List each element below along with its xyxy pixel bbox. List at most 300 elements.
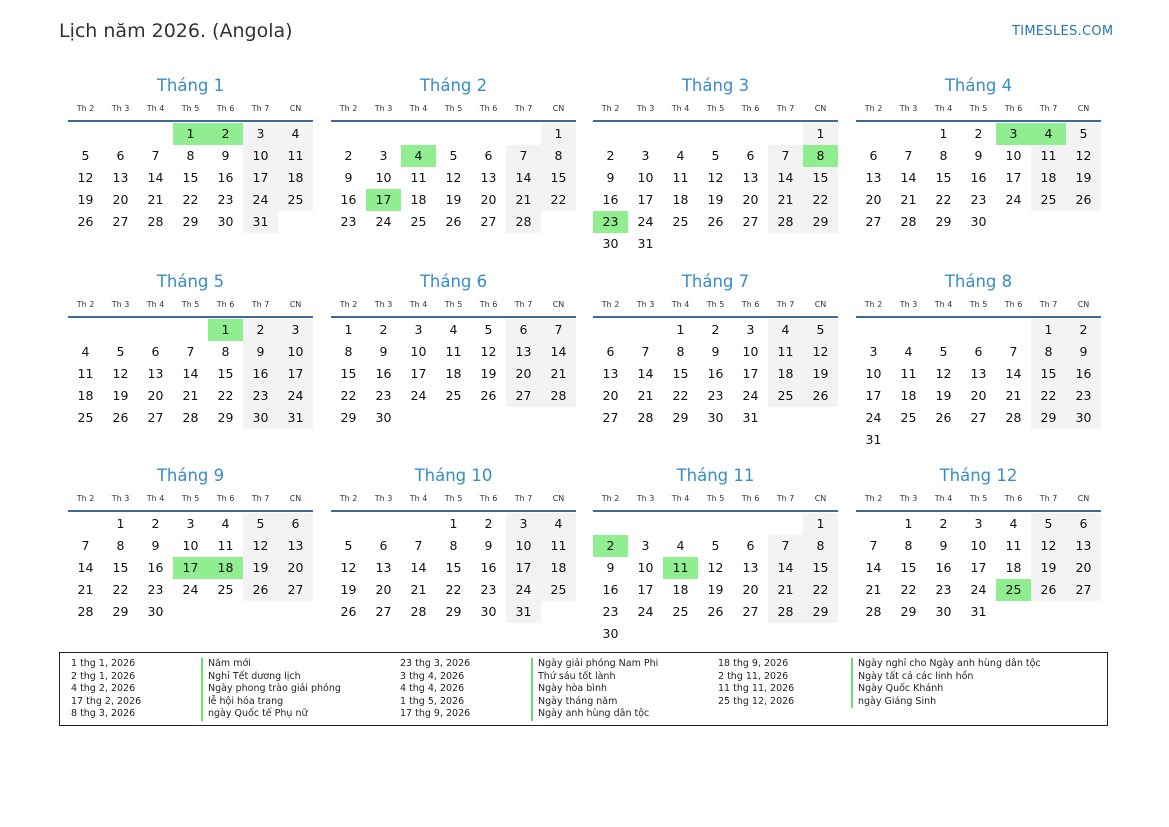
day-cell: 21: [768, 189, 803, 211]
weekday-label: Th 7: [251, 494, 270, 503]
weekday-label: Th 3: [899, 300, 918, 309]
day-cell: 25: [672, 604, 689, 619]
day-cell: 14: [1005, 366, 1022, 381]
legend-date: 2 thg 11, 2026: [718, 670, 789, 682]
weekday-label: Th 4: [409, 104, 428, 113]
day-cell: 14: [182, 366, 199, 381]
weekday-label: Th 5: [969, 300, 988, 309]
day-cell: 6: [506, 319, 541, 341]
day-cell: 10: [865, 366, 882, 381]
empty-cell: [628, 513, 663, 535]
day-cell: 24: [243, 189, 278, 211]
holiday-day: 2: [208, 123, 243, 145]
holiday-day: 1: [208, 319, 243, 341]
day-cell: 30: [480, 604, 497, 619]
month-title: Tháng 6: [419, 272, 488, 291]
empty-cell: [663, 513, 698, 535]
day-cell: 16: [935, 560, 952, 575]
empty-cell: [733, 513, 768, 535]
day-cell: 28: [147, 214, 164, 229]
holiday-day: 11: [663, 557, 698, 579]
day-cell: 10: [182, 538, 199, 553]
day-cell: 28: [768, 211, 803, 233]
legend-holiday-name: Ngày tất cả các linh hồn: [851, 671, 1041, 684]
day-cell: 27: [865, 214, 882, 229]
day-cell: 24: [506, 579, 541, 601]
empty-cell: [996, 319, 1031, 341]
day-cell: 13: [112, 170, 129, 185]
month-calendar: [593, 464, 838, 645]
day-cell: 6: [116, 148, 125, 163]
month-title: Tháng 10: [414, 466, 493, 485]
day-cell: 5: [484, 322, 493, 337]
day-cell: 22: [803, 189, 838, 211]
day-cell: 26: [445, 214, 462, 229]
day-cell: 15: [1031, 363, 1066, 385]
day-cell: 1: [803, 123, 838, 145]
day-cell: 25: [541, 579, 576, 601]
day-cell: 19: [1066, 167, 1101, 189]
holiday-day: 23: [593, 211, 628, 233]
weekday-header: [593, 98, 838, 122]
page-title: Lịch năm 2026. (Angola): [59, 20, 293, 42]
weekday-header: [593, 488, 838, 512]
legend-holiday-name: Ngày hòa bình: [531, 683, 658, 696]
weekday-label: CN: [289, 494, 302, 503]
empty-cell: [698, 123, 733, 145]
day-cell: 19: [243, 557, 278, 579]
day-cell: 9: [606, 170, 615, 185]
day-cell: 29: [900, 604, 917, 619]
day-cell: 7: [904, 148, 913, 163]
day-cell: 22: [935, 192, 952, 207]
day-cell: 20: [147, 388, 164, 403]
weekday-label: Th 6: [741, 494, 760, 503]
empty-cell: [628, 123, 663, 145]
day-cell: 11: [541, 535, 576, 557]
day-cell: 3: [379, 148, 388, 163]
day-cell: 27: [375, 604, 392, 619]
day-grid: [68, 122, 313, 233]
weekday-header: [331, 98, 576, 122]
day-cell: 25: [672, 214, 689, 229]
day-cell: 21: [768, 579, 803, 601]
weekday-label: Th 7: [251, 300, 270, 309]
weekday-label: Th 7: [514, 494, 533, 503]
day-cell: 12: [1066, 145, 1101, 167]
day-cell: 11: [217, 538, 234, 553]
month-calendar: [856, 464, 1101, 623]
day-cell: 28: [768, 601, 803, 623]
weekday-label: Th 4: [409, 300, 428, 309]
day-grid: [331, 122, 576, 233]
day-cell: 31: [742, 410, 759, 425]
legend-date-column: [718, 658, 794, 708]
day-cell: 28: [541, 385, 576, 407]
day-cell: 5: [344, 538, 353, 553]
day-cell: 6: [1066, 513, 1101, 535]
day-cell: 16: [707, 366, 724, 381]
holiday-day: 17: [173, 557, 208, 579]
day-cell: 11: [1031, 145, 1066, 167]
weekday-label: Th 4: [934, 494, 953, 503]
legend-date: 11 thg 11, 2026: [718, 683, 795, 695]
day-cell: 25: [768, 385, 803, 407]
day-cell: 1: [449, 516, 458, 531]
month-title: Tháng 3: [681, 76, 750, 95]
weekday-label: CN: [1077, 104, 1090, 113]
weekday-label: Th 7: [776, 300, 795, 309]
empty-cell: [698, 513, 733, 535]
legend-holiday-name: ngày Quốc tế Phụ nữ: [201, 708, 341, 721]
day-cell: 30: [217, 214, 234, 229]
day-cell: 21: [1005, 388, 1022, 403]
day-cell: 30: [375, 410, 392, 425]
empty-cell: [593, 513, 628, 535]
day-grid: [331, 318, 576, 429]
day-cell: 30: [147, 604, 164, 619]
day-cell: 18: [672, 192, 689, 207]
day-cell: 17: [865, 388, 882, 403]
day-grid: [856, 318, 1101, 451]
day-cell: 7: [869, 538, 878, 553]
day-cell: 8: [344, 344, 353, 359]
day-cell: 3: [506, 513, 541, 535]
day-cell: 15: [112, 560, 129, 575]
day-cell: 30: [243, 407, 278, 429]
empty-cell: [926, 319, 961, 341]
day-cell: 10: [1005, 148, 1022, 163]
month-calendar: [856, 270, 1101, 451]
month-title: Tháng 1: [156, 76, 225, 95]
day-cell: 9: [484, 538, 493, 553]
day-cell: 8: [221, 344, 230, 359]
legend-holiday-name: Ngày anh hùng dân tộc: [531, 708, 658, 721]
legend-holiday-name: Ngày Quốc Khánh: [851, 683, 1041, 696]
day-cell: 13: [278, 535, 313, 557]
day-cell: 5: [711, 148, 720, 163]
day-cell: 17: [637, 582, 654, 597]
day-cell: 4: [278, 123, 313, 145]
weekday-label: Th 5: [706, 300, 725, 309]
weekday-label: Th 6: [216, 494, 235, 503]
day-cell: 15: [900, 560, 917, 575]
day-cell: 25: [1031, 189, 1066, 211]
day-cell: 29: [1031, 407, 1066, 429]
day-cell: 16: [480, 560, 497, 575]
day-cell: 19: [935, 388, 952, 403]
day-cell: 30: [707, 410, 724, 425]
weekday-header: [856, 98, 1101, 122]
holiday-day: 18: [208, 557, 243, 579]
day-cell: 14: [147, 170, 164, 185]
weekday-label: Th 3: [374, 494, 393, 503]
day-cell: 23: [1066, 385, 1101, 407]
holiday-day: 4: [401, 145, 436, 167]
day-cell: 16: [147, 560, 164, 575]
day-cell: 8: [676, 344, 685, 359]
weekday-label: Th 5: [706, 104, 725, 113]
day-cell: 29: [672, 410, 689, 425]
day-cell: 6: [606, 344, 615, 359]
day-cell: 10: [410, 344, 427, 359]
day-cell: 20: [970, 388, 987, 403]
day-cell: 15: [217, 366, 234, 381]
day-cell: 13: [147, 366, 164, 381]
weekday-label: Th 7: [514, 300, 533, 309]
weekday-label: CN: [552, 300, 565, 309]
day-cell: 4: [904, 344, 913, 359]
day-cell: 2: [151, 516, 160, 531]
empty-cell: [366, 123, 401, 145]
day-cell: 4: [81, 344, 90, 359]
day-cell: 26: [935, 410, 952, 425]
day-cell: 24: [375, 214, 392, 229]
day-cell: 28: [410, 604, 427, 619]
empty-cell: [856, 513, 891, 535]
weekday-header: [331, 488, 576, 512]
day-cell: 23: [243, 385, 278, 407]
day-cell: 9: [606, 560, 615, 575]
weekday-label: Th 2: [339, 300, 358, 309]
weekday-label: Th 6: [1004, 300, 1023, 309]
legend-date: 18 thg 9, 2026: [718, 658, 789, 669]
brand-link[interactable]: TIMESLES.COM: [1012, 24, 1114, 39]
day-cell: 2: [344, 148, 353, 163]
day-cell: 27: [506, 385, 541, 407]
day-cell: 4: [449, 322, 458, 337]
weekday-label: Th 2: [601, 104, 620, 113]
day-cell: 27: [970, 410, 987, 425]
month-title: Tháng 8: [944, 272, 1013, 291]
day-cell: 14: [768, 557, 803, 579]
day-cell: 17: [742, 366, 759, 381]
holiday-day: 4: [1031, 123, 1066, 145]
day-cell: 11: [1005, 538, 1022, 553]
weekday-label: Th 2: [864, 494, 883, 503]
day-cell: 29: [112, 604, 129, 619]
month-title: Tháng 9: [156, 466, 225, 485]
day-cell: 10: [278, 341, 313, 363]
day-cell: 1: [1031, 319, 1066, 341]
day-cell: 28: [77, 604, 94, 619]
month-calendar: [856, 74, 1101, 233]
day-cell: 17: [637, 192, 654, 207]
day-cell: 2: [711, 322, 720, 337]
day-cell: 1: [803, 513, 838, 535]
weekday-header: [68, 488, 313, 512]
day-cell: 23: [147, 582, 164, 597]
day-cell: 3: [243, 123, 278, 145]
weekday-label: Th 2: [601, 300, 620, 309]
empty-cell: [331, 513, 366, 535]
day-cell: 15: [672, 366, 689, 381]
day-cell: 18: [445, 366, 462, 381]
day-cell: 5: [711, 538, 720, 553]
weekday-label: CN: [814, 494, 827, 503]
weekday-label: Th 2: [601, 494, 620, 503]
empty-cell: [593, 123, 628, 145]
day-cell: 20: [742, 582, 759, 597]
day-cell: 15: [541, 167, 576, 189]
day-cell: 27: [742, 604, 759, 619]
day-cell: 24: [865, 410, 882, 425]
weekday-label: Th 4: [671, 494, 690, 503]
weekday-label: Th 2: [339, 104, 358, 113]
weekday-label: Th 2: [864, 300, 883, 309]
day-cell: 30: [602, 236, 619, 251]
day-cell: 3: [414, 322, 423, 337]
legend-date-column: [400, 658, 470, 721]
legend-holiday-name: Ngày giải phóng Nam Phi: [531, 658, 658, 671]
day-cell: 5: [243, 513, 278, 535]
empty-cell: [856, 123, 891, 145]
empty-cell: [68, 513, 103, 535]
day-cell: 9: [151, 538, 160, 553]
day-cell: 18: [77, 388, 94, 403]
day-cell: 5: [116, 344, 125, 359]
month-title: Tháng 4: [944, 76, 1013, 95]
day-cell: 19: [803, 363, 838, 385]
month-calendar: [593, 74, 838, 255]
day-cell: 27: [1066, 579, 1101, 601]
holiday-day: 17: [366, 189, 401, 211]
day-cell: 19: [112, 388, 129, 403]
day-cell: 3: [641, 148, 650, 163]
day-cell: 15: [445, 560, 462, 575]
day-cell: 10: [742, 344, 759, 359]
empty-cell: [331, 123, 366, 145]
day-cell: 22: [217, 388, 234, 403]
day-cell: 11: [278, 145, 313, 167]
day-cell: 4: [221, 516, 230, 531]
day-cell: 1: [344, 322, 353, 337]
day-cell: 26: [77, 214, 94, 229]
weekday-label: Th 5: [444, 104, 463, 113]
day-cell: 5: [449, 148, 458, 163]
day-cell: 15: [340, 366, 357, 381]
day-grid: [593, 122, 838, 255]
day-cell: 12: [935, 366, 952, 381]
day-cell: 14: [77, 560, 94, 575]
day-cell: 25: [900, 410, 917, 425]
day-grid: [68, 512, 313, 623]
day-cell: 18: [278, 167, 313, 189]
day-grid: [856, 512, 1101, 623]
weekday-label: Th 4: [671, 300, 690, 309]
day-cell: 24: [637, 214, 654, 229]
day-cell: 12: [445, 170, 462, 185]
weekday-label: Th 4: [934, 300, 953, 309]
day-cell: 23: [217, 192, 234, 207]
day-cell: 1: [541, 123, 576, 145]
day-cell: 20: [480, 192, 497, 207]
day-cell: 17: [506, 557, 541, 579]
month-title: Tháng 7: [681, 272, 750, 291]
day-cell: 19: [1031, 557, 1066, 579]
day-cell: 29: [935, 214, 952, 229]
day-cell: 19: [707, 582, 724, 597]
day-cell: 13: [742, 560, 759, 575]
day-cell: 29: [445, 604, 462, 619]
day-cell: 9: [243, 341, 278, 363]
weekday-label: Th 5: [181, 300, 200, 309]
weekday-label: Th 3: [636, 104, 655, 113]
day-cell: 21: [147, 192, 164, 207]
day-cell: 9: [344, 170, 353, 185]
legend-date: 17 thg 2, 2026: [71, 695, 142, 707]
day-cell: 9: [221, 148, 230, 163]
legend-holiday-name: ngày Giáng Sinh: [851, 696, 1041, 709]
day-cell: 21: [182, 388, 199, 403]
day-cell: 2: [974, 126, 983, 141]
day-cell: 8: [116, 538, 125, 553]
day-cell: 27: [112, 214, 129, 229]
day-cell: 4: [676, 538, 685, 553]
empty-cell: [401, 513, 436, 535]
day-cell: 18: [1005, 560, 1022, 575]
weekday-label: Th 5: [181, 104, 200, 113]
day-cell: 14: [541, 341, 576, 363]
day-cell: 1: [939, 126, 948, 141]
empty-cell: [663, 123, 698, 145]
weekday-label: CN: [552, 104, 565, 113]
legend-date: 1 thg 1, 2026: [71, 658, 136, 669]
day-cell: 2: [1066, 319, 1101, 341]
day-cell: 7: [151, 148, 160, 163]
weekday-label: Th 4: [146, 300, 165, 309]
day-cell: 8: [1031, 341, 1066, 363]
day-cell: 9: [711, 344, 720, 359]
month-calendar: [331, 270, 576, 429]
day-cell: 17: [970, 560, 987, 575]
day-cell: 26: [1031, 579, 1066, 601]
month-calendar: [331, 464, 576, 623]
weekday-label: Th 5: [969, 104, 988, 113]
day-cell: 10: [637, 170, 654, 185]
day-cell: 31: [970, 604, 987, 619]
weekday-label: CN: [814, 104, 827, 113]
day-cell: 25: [445, 388, 462, 403]
day-cell: 13: [602, 366, 619, 381]
empty-cell: [856, 319, 891, 341]
empty-cell: [891, 123, 926, 145]
weekday-label: Th 4: [409, 494, 428, 503]
weekday-label: Th 5: [444, 300, 463, 309]
month-calendar: [68, 464, 313, 623]
weekday-label: Th 2: [76, 494, 95, 503]
day-cell: 18: [900, 388, 917, 403]
legend-holiday-name: Ngày tháng năm: [531, 696, 658, 709]
weekday-label: CN: [552, 494, 565, 503]
day-cell: 13: [506, 341, 541, 363]
day-grid: [68, 318, 313, 429]
day-cell: 31: [637, 236, 654, 251]
day-cell: 12: [707, 170, 724, 185]
legend-date: 17 thg 9, 2026: [400, 708, 471, 720]
day-cell: 26: [243, 579, 278, 601]
day-cell: 19: [340, 582, 357, 597]
day-cell: 13: [865, 170, 882, 185]
month-calendar: [68, 74, 313, 233]
day-cell: 24: [410, 388, 427, 403]
legend-name-column: [531, 658, 658, 721]
weekday-label: Th 4: [934, 104, 953, 113]
day-cell: 14: [900, 170, 917, 185]
legend-holiday-name: Nghỉ Tết dương lịch: [201, 671, 341, 684]
legend-date: 2 thg 1, 2026: [71, 670, 136, 682]
day-cell: 17: [278, 363, 313, 385]
